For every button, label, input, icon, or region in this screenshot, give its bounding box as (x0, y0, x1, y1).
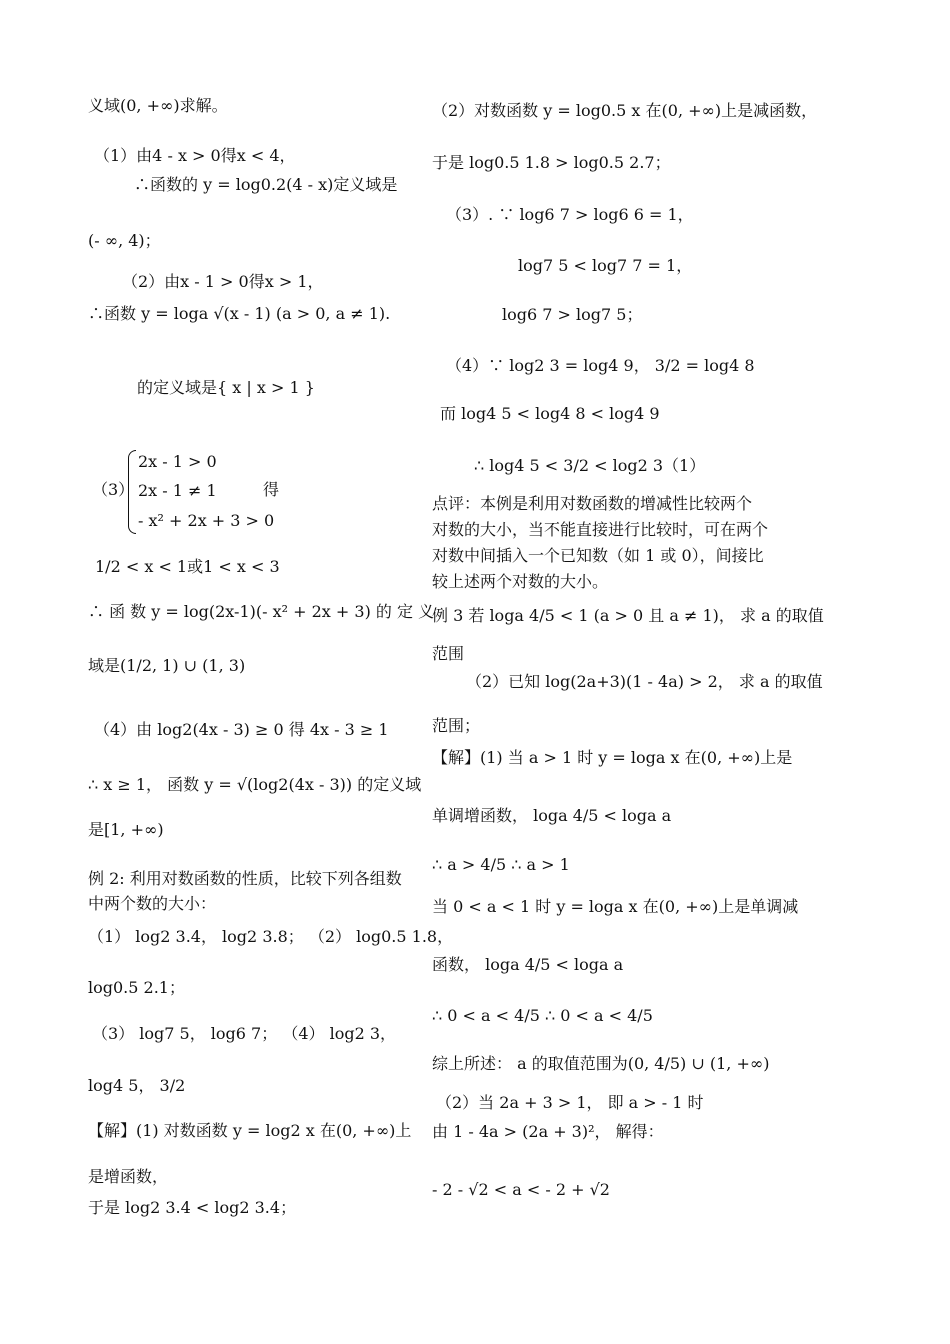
left-line-0: 义域(0, +∞)求解。 (88, 96, 228, 115)
right-line-11: 较上述两个对数的大小。 (432, 572, 609, 591)
left-line-25: 是增函数， (88, 1167, 169, 1186)
right-line-14: （2）已知 log(2a+3)(1 - 4a) > 2， 求 a 的取值 (466, 672, 823, 691)
left-line-10: 得 (263, 480, 280, 499)
left-line-20: （1） log2 3.4， log2 3.8； （2） log0.5 1.8， (88, 927, 454, 946)
left-line-11: - x² + 2x + 3 > 0 (138, 511, 275, 530)
right-line-5: （4）∵ log2 3 = log4 9， 3/2 = log4 8 (446, 356, 755, 375)
right-line-3: log7 5 < log7 7 = 1， (518, 256, 693, 275)
left-line-15: （4）由 log2(4x - 3) ≥ 0 得 4x - 3 ≥ 1 (94, 720, 389, 739)
right-line-23: （2）当 2a + 3 > 1， 即 a > - 1 时 (436, 1093, 704, 1112)
left-line-8: （3） (92, 480, 135, 499)
left-line-16: ∴ x ≥ 1， 函数 y = √(log2(4x - 3)) 的定义域 (88, 775, 422, 794)
left-line-22: （3） log7 5， log6 7； （4） log2 3， (92, 1024, 397, 1043)
right-line-13: 范围 (432, 644, 465, 663)
right-line-20: 函数， loga 4/5 < loga a (432, 955, 624, 974)
right-line-25: - 2 - √2 < a < - 2 + √2 (432, 1180, 610, 1199)
right-line-17: 单调增函数， loga 4/5 < loga a (432, 806, 672, 825)
right-line-15: 范围； (432, 716, 481, 735)
left-line-2: ∴函数的 y = log0.2(4 - x)定义域是 (134, 175, 398, 194)
right-line-19: 当 0 < a < 1 时 y = loga x 在(0, +∞)上是单调减 (432, 897, 799, 916)
left-line-4: （2）由x - 1 > 0得x > 1， (122, 272, 324, 291)
right-line-1: 于是 log0.5 1.8 > log0.5 2.7； (432, 153, 671, 172)
left-line-1: （1）由4 - x > 0得x < 4， (94, 146, 296, 165)
right-line-7: ∴ log4 5 < 3/2 < log2 3（1） (474, 456, 706, 475)
left-line-3: (- ∞, 4)； (88, 231, 161, 250)
right-line-16: 【解】(1) 当 a > 1 时 y = loga x 在(0, +∞)上是 (432, 748, 793, 767)
right-line-8: 点评：本例是利用对数函数的增减性比较两个 (432, 494, 753, 513)
right-line-2: （3）. ∵ log6 7 > log6 6 = 1， (446, 205, 694, 224)
left-line-5: ∴函数 y = loga √(x - 1) (a > 0, a ≠ 1). (88, 304, 391, 323)
left-line-6: 的定义域是{ x | x > 1 } (137, 378, 315, 397)
left-line-13: ∴ 函 数 y = log(2x-1)(- x² + 2x + 3) 的 定 义 (88, 602, 435, 621)
right-line-6: 而 log4 5 < log4 8 < log4 9 (440, 404, 660, 423)
right-line-21: ∴ 0 < a < 4/5 ∴ 0 < a < 4/5 (432, 1006, 653, 1025)
left-line-23: log4 5， 3/2 (88, 1076, 186, 1095)
right-line-4: log6 7 > log7 5； (502, 305, 643, 324)
right-line-12: 例 3 若 loga 4/5 < 1 (a > 0 且 a ≠ 1)， 求 a 的取值 (432, 606, 824, 625)
left-line-21: log0.5 2.1； (88, 978, 185, 997)
right-line-10: 对数中间插入一个已知数（如 1 或 0），间接比 (432, 546, 764, 565)
left-line-17: 是[1, +∞) (88, 820, 164, 839)
left-line-12: 1/2 < x < 1或1 < x < 3 (95, 557, 280, 576)
right-line-24: 由 1 - 4a > (2a + 3)²， 解得： (432, 1122, 664, 1141)
left-line-18: 例 2: 利用对数函数的性质，比较下列各组数 (88, 869, 402, 888)
right-line-18: ∴ a > 4/5 ∴ a > 1 (432, 855, 570, 874)
right-line-22: 综上所述： a 的取值范围为(0, 4/5) ∪ (1, +∞) (432, 1054, 770, 1073)
left-line-24: 【解】(1) 对数函数 y = log2 x 在(0, +∞)上 (88, 1121, 412, 1140)
left-line-7: 2x - 1 > 0 (138, 452, 217, 471)
system-brace (128, 450, 136, 534)
right-line-0: （2）对数函数 y = log0.5 x 在(0, +∞)上是减函数， (432, 101, 818, 120)
left-line-19: 中两个数的大小： (88, 894, 217, 913)
left-line-9: 2x - 1 ≠ 1 (138, 481, 217, 500)
right-line-9: 对数的大小，当不能直接进行比较时，可在两个 (432, 520, 769, 539)
left-line-14: 域是(1/2, 1) ∪ (1, 3) (88, 656, 246, 675)
left-line-26: 于是 log2 3.4 < log2 3.4； (88, 1198, 297, 1217)
